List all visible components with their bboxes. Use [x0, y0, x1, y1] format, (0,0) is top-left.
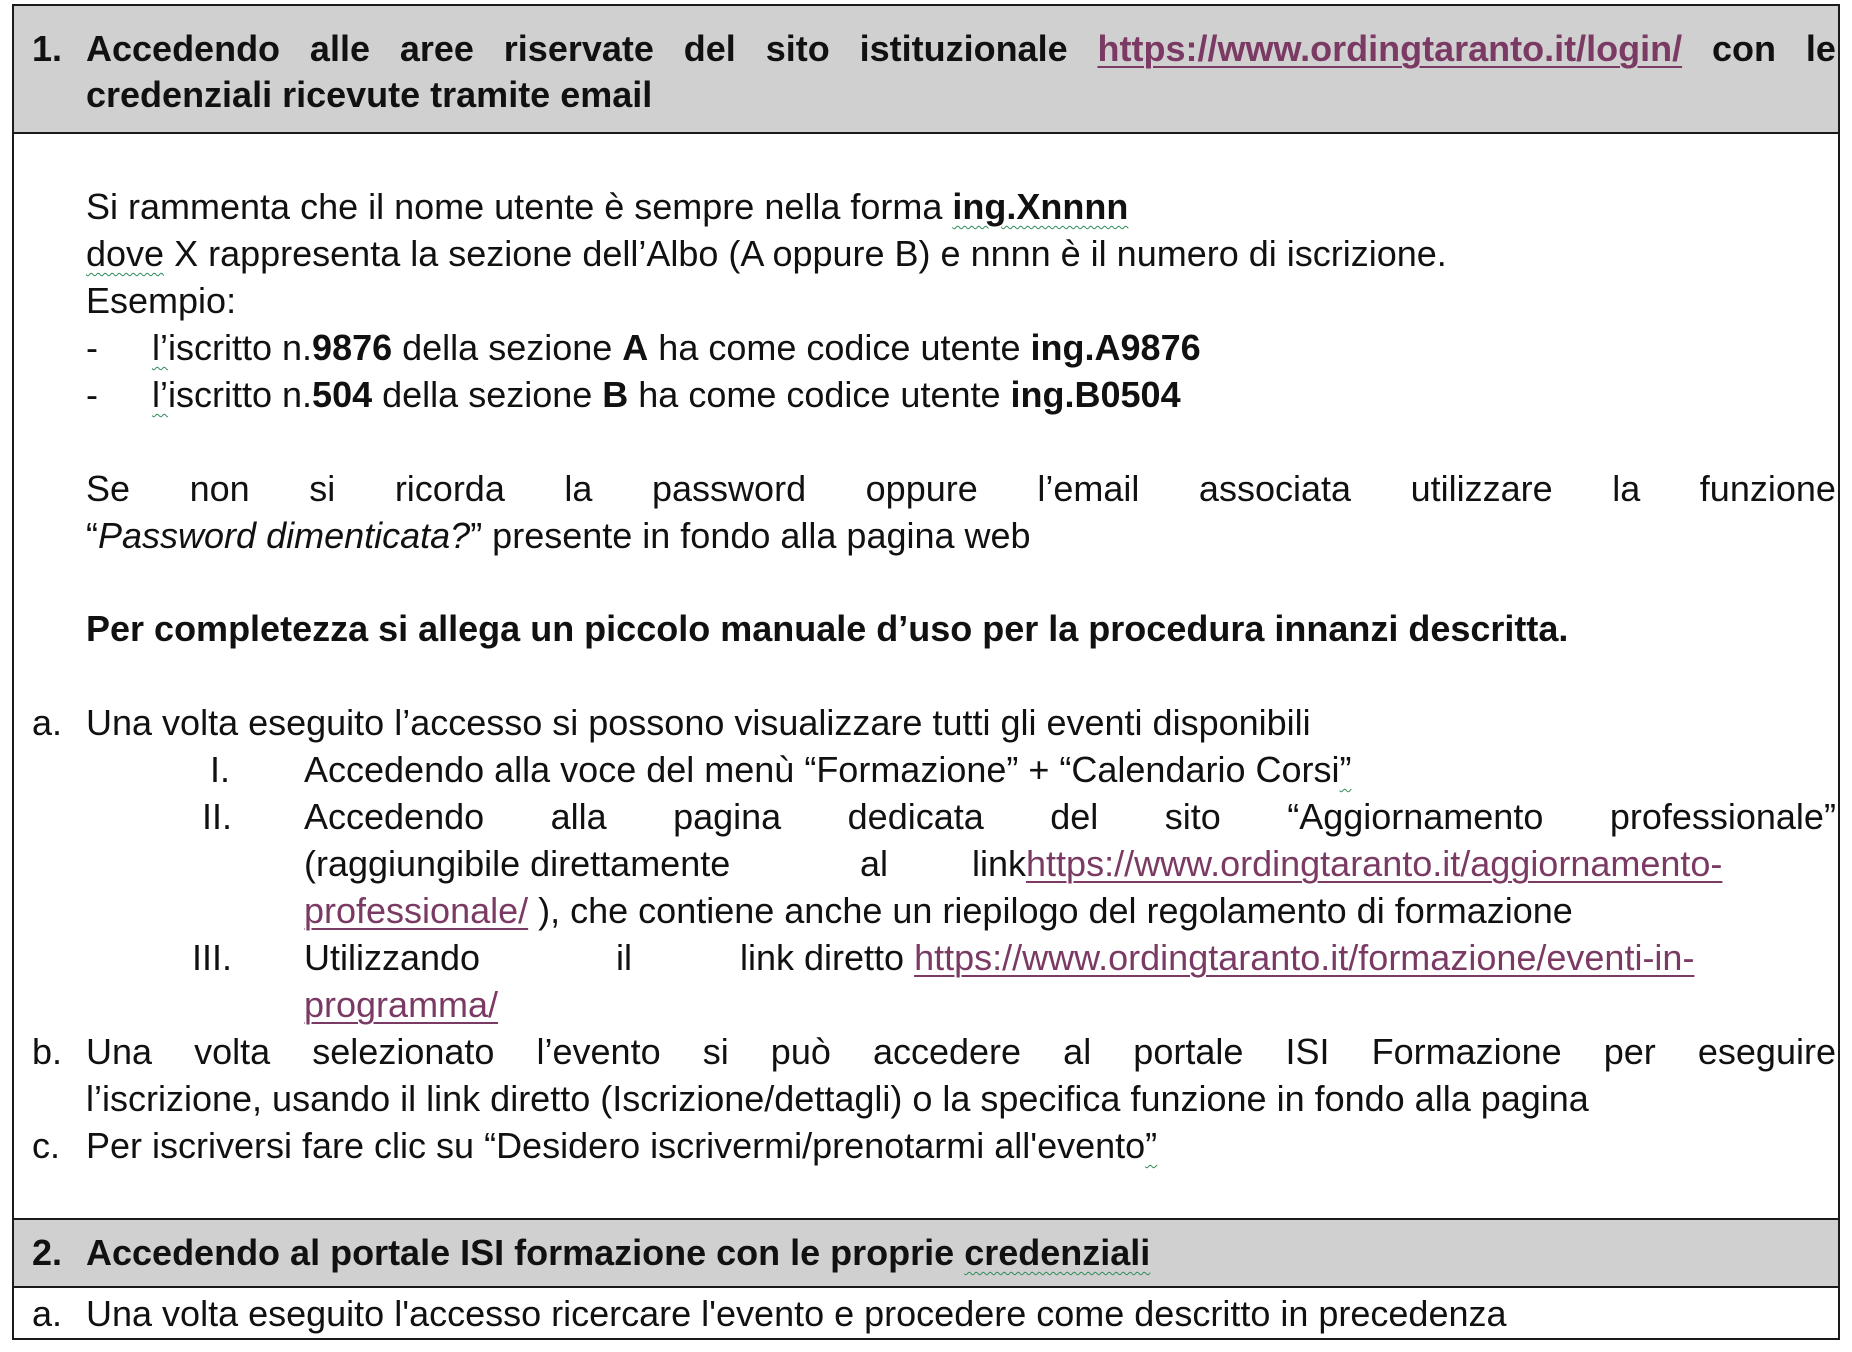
password-hint-word: password [652, 468, 807, 509]
step-b-line-1 [86, 1029, 1836, 1075]
section-1-number: 1. [32, 28, 63, 69]
username-format-code: ing.Xnnnn [952, 186, 1129, 227]
substep-3-marker: III. [192, 937, 233, 978]
step-b-line-2: l’iscrizione, usando il link diretto (Iscrizione/dettagli) o la specifica funzione in fondo alla pagina [86, 1078, 1589, 1119]
substep-2-word: dedicata [847, 796, 984, 837]
substep-3-line-2 [304, 982, 498, 1028]
substep-2-line-1 [304, 794, 1836, 840]
step-b-word: può [770, 1031, 831, 1072]
section-1-heading-word: sito [765, 28, 830, 69]
username-format-line: Si rammenta che il nome utente è sempre nella forma ing.Xnnnn [86, 186, 1129, 227]
substep-2-word: del [1050, 796, 1099, 837]
substep-2-word: professionale” [1609, 796, 1836, 837]
password-hint-word: la [1612, 468, 1641, 509]
section-2-number: 2. [32, 1232, 63, 1273]
step-b-word: Una [86, 1031, 153, 1072]
password-hint-line-2: “Password dimenticata?” presente in fondo alla pagina web [86, 515, 1031, 556]
step-b-word: per [1603, 1031, 1656, 1072]
password-hint-word: Se [86, 468, 131, 509]
section-1-heading-word: aree [399, 28, 474, 69]
password-hint-word: funzione [1699, 468, 1836, 509]
step-c-text: Per iscriversi fare clic su “Desidero iscrivermi/prenotarmi all'evento” [86, 1125, 1158, 1166]
password-hint-word: associata [1198, 468, 1352, 509]
section-1-heading-word: alle [309, 28, 370, 69]
password-hint-word: utilizzare [1410, 468, 1553, 509]
substep-2-marker: II. [202, 796, 233, 837]
substep-2-word: pagina [673, 796, 782, 837]
section-1-heading-word: con [1711, 28, 1776, 69]
substep-2-word: “Aggiornamento [1287, 796, 1544, 837]
substep-2-word: Accedendo [304, 796, 485, 837]
manual-note: Per completezza si allega un piccolo manuale d’uso per la procedura innanzi descritta. [86, 608, 1569, 649]
section-2-step-a-marker: a. [32, 1293, 63, 1334]
password-hint-word: non [189, 468, 250, 509]
eventi-in-programma-link-continued[interactable]: programma/ [304, 984, 499, 1025]
section-1-header [14, 6, 1838, 134]
section-1-heading-word: riservate [503, 28, 654, 69]
aggiornamento-professionale-link-continued[interactable]: professionale/ [304, 890, 529, 931]
section-2-step-a-text: Una volta eseguito l'accesso ricercare l'evento e procedere come descritto in precedenza [86, 1293, 1507, 1334]
example-label: Esempio: [86, 280, 237, 321]
section-1-heading-line-1 [86, 26, 1836, 72]
step-b-word: si [702, 1031, 729, 1072]
section-1-heading-word: Accedendo [86, 28, 281, 69]
step-b-word: Formazione [1371, 1031, 1562, 1072]
eventi-in-programma-link[interactable]: https://www.ordingtaranto.it/formazione/eventi-in- [914, 937, 1695, 978]
step-b-word: al [1063, 1031, 1092, 1072]
substep-2-word: alla [550, 796, 607, 837]
step-b-word: eseguire [1697, 1031, 1836, 1072]
password-hint-word: ricorda [394, 468, 505, 509]
step-b-word: portale [1133, 1031, 1244, 1072]
step-a-marker: a. [32, 702, 63, 743]
aggiornamento-professionale-link[interactable]: https://www.ordingtaranto.it/aggiornamento- [1026, 843, 1723, 884]
example-item-text: l’iscritto n.9876 della sezione A ha come codice utente ing.A9876 [152, 327, 1201, 368]
username-format-explanation: dove X rappresenta la sezione dell’Albo (A oppure B) e nnnn è il numero di iscrizione. [86, 233, 1447, 274]
password-hint-word: la [564, 468, 593, 509]
section-1-heading-line-2: credenziali ricevute tramite email [86, 74, 653, 115]
section-1-heading-word: istituzionale [859, 28, 1068, 69]
login-link[interactable]: https://www.ordingtaranto.it/login/ [1097, 28, 1683, 69]
instructions-table: 1. Accedendo alle aree riservate del sito istituzionale https://www.ordingtaranto.it/login/ con le credenziali ricevute tramite email Si rammenta che il nome utente è sempre nella forma ing.Xnnnn dove X rappresenta la sezione dell’Albo (A oppure B) e nnnn è il numero di iscrizione. Esempio: - l’iscritto n.9876 della sezione A ha come codice utente ing.A9876 - l’iscritto n.504 della sezione B ha come codice utente ing.B0504 Se non si ricorda la password oppure l’email associata utilizzare la funzione “Password dimenticata?” presente in fondo alla pagina web Per completezza si allega un piccolo manuale d’uso per la procedura innanzi descritta. a. Una volta eseguito l’accesso si possono visualizzare tutti gli eventi disponibili I. Accedendo alla voce del menù “Formazione” + “Calendario Corsi” II. Accedendo alla pagina dedicata del sito “Aggiornamento professionale” (raggiungibile direttamente al linkhttps://www.ordingtaranto.it/aggiornamento- professionale/ ), che contiene anche un riepilogo del regolamento di formazione III. Utilizzando il link diretto https://www.ordingtaranto.it/formazione/eventi-in- programma/ b. Una volta selezionato l’evento si può accedere al portale ISI Formazione per eseguire l’iscrizione, usando il link diretto (Iscrizione/dettagli) o la specifica funzione in fondo alla pagina c. Per iscriversi fare clic su “Desidero iscrivermi/prenotarmi all'evento” 2. Accedendo al portale ISI formazione con le proprie credenziali a. Una volta eseguito l'accesso ricercare l'evento e procedere come descritto in precedenza [12, 4, 1840, 1340]
step-c-marker: c. [32, 1125, 61, 1166]
forgot-password-label: Password dimenticata? [98, 515, 471, 556]
password-hint-line-1 [86, 466, 1836, 512]
substep-1-marker: I. [210, 749, 231, 790]
example-item: - [86, 327, 98, 368]
example-item: - [86, 374, 98, 415]
password-hint-word: oppure [865, 468, 978, 509]
step-b-word: accedere [872, 1031, 1022, 1072]
step-b-word: selezionato [312, 1031, 495, 1072]
substep-2-line-3: professionale/ ), che contiene anche un riepilogo del regolamento di formazione [304, 890, 1573, 931]
substep-1-text: Accedendo alla voce del menù “Formazione” + “Calendario Corsi” [304, 749, 1352, 790]
password-hint-word: l’email [1037, 468, 1140, 509]
step-b-word: l’evento [536, 1031, 661, 1072]
step-a-text: Una volta eseguito l’accesso si possono visualizzare tutti gli eventi disponibili [86, 702, 1311, 743]
password-hint-word: si [309, 468, 336, 509]
section-1-heading-word: le [1805, 28, 1836, 69]
section-1-heading-word: del [683, 28, 736, 69]
example-item-text: l’iscritto n.504 della sezione B ha come codice utente ing.B0504 [152, 374, 1181, 415]
section-2-heading: Accedendo al portale ISI formazione con le proprie credenziali [86, 1232, 1151, 1273]
step-b-marker: b. [32, 1031, 63, 1072]
step-b-word: ISI [1285, 1031, 1330, 1072]
section-2-header [14, 1218, 1838, 1288]
substep-2-word: sito [1164, 796, 1221, 837]
step-b-word: volta [194, 1031, 271, 1072]
